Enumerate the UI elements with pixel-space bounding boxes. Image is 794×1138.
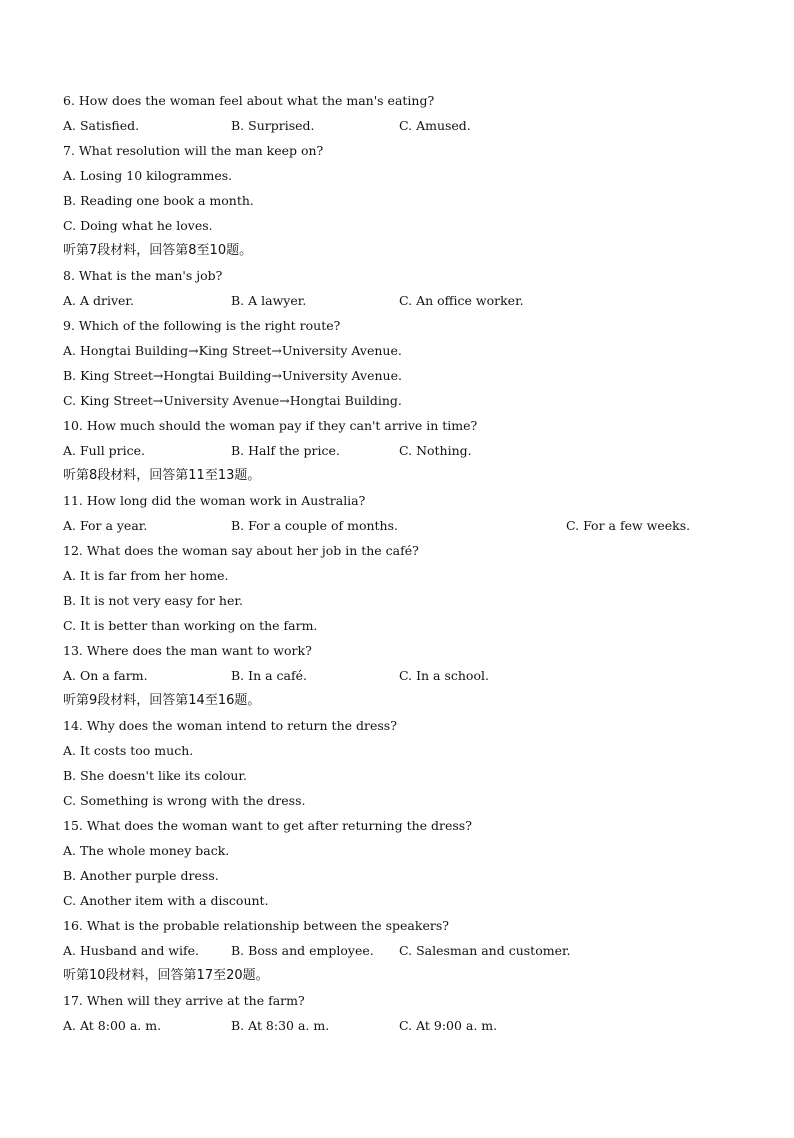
- option-b: B. It is not very easy for her.: [63, 593, 243, 608]
- option-b: B. Reading one book a month.: [63, 193, 254, 208]
- option-a: A. The whole money back.: [63, 843, 230, 858]
- question-10-stem: 10. How much should the woman pay if they can't arrive in time?: [63, 418, 478, 433]
- question-8-options: [63, 288, 763, 313]
- option-b: B. Half the price.: [231, 443, 340, 458]
- option-b: B. Another purple dress.: [63, 868, 219, 883]
- option-a: A. On a farm.: [63, 668, 148, 683]
- option-c: C. Something is wrong with the dress.: [63, 793, 306, 808]
- question-10-options: [63, 438, 763, 463]
- section-heading-7: 听第7段材料，回答第8至10题。: [63, 243, 253, 258]
- question-17-stem: 17. When will they arrive at the farm?: [63, 993, 305, 1008]
- exam-page: [63, 88, 763, 1038]
- section-heading-9: 听第9段材料，回答第14至16题。: [63, 693, 261, 708]
- option-b: B. In a café.: [231, 668, 307, 683]
- option-c: C. Doing what he loves.: [63, 218, 213, 233]
- option-a: A. Losing 10 kilogrammes.: [63, 168, 233, 183]
- option-a: A. For a year.: [63, 518, 148, 533]
- option-a: A. It costs too much.: [63, 743, 194, 758]
- option-c: C. For a few weeks.: [566, 518, 691, 533]
- question-16-stem: 16. What is the probable relationship between the speakers?: [63, 918, 449, 933]
- option-a: A. Husband and wife.: [63, 943, 199, 958]
- question-7-stem: 7. What resolution will the man keep on?: [63, 143, 324, 158]
- question-13-stem: 13. Where does the man want to work?: [63, 643, 312, 658]
- option-a: A. At 8:00 a. m.: [63, 1018, 162, 1033]
- option-a: A. Hongtai Building→King Street→University Avenue.: [63, 343, 402, 358]
- question-16-options: [63, 938, 763, 963]
- question-17-options: [63, 1013, 763, 1038]
- option-b: B. King Street→Hongtai Building→University Avenue.: [63, 368, 402, 383]
- option-a: A. It is far from her home.: [63, 568, 229, 583]
- question-8-stem: 8. What is the man's job?: [63, 268, 223, 283]
- question-15-stem: 15. What does the woman want to get after returning the dress?: [63, 818, 472, 833]
- question-6-stem: 6. How does the woman feel about what the man's eating?: [63, 93, 435, 108]
- section-heading-10: 听第10段材料，回答第17至20题。: [63, 968, 269, 983]
- option-c: C. King Street→University Avenue→Hongtai Building.: [63, 393, 402, 408]
- option-b: B. A lawyer.: [231, 293, 307, 308]
- option-a: A. Full price.: [63, 443, 146, 458]
- option-c: C. In a school.: [399, 668, 489, 683]
- option-c: C. Salesman and customer.: [399, 943, 571, 958]
- option-b: B. Boss and employee.: [231, 943, 374, 958]
- question-9-stem: 9. Which of the following is the right route?: [63, 318, 341, 333]
- question-11-stem: 11. How long did the woman work in Australia?: [63, 493, 366, 508]
- option-a: A. A driver.: [63, 293, 134, 308]
- question-6-options: [63, 113, 763, 138]
- question-14-stem: 14. Why does the woman intend to return the dress?: [63, 718, 397, 733]
- option-b: B. Surprised.: [231, 118, 315, 133]
- option-c: C. At 9:00 a. m.: [399, 1018, 498, 1033]
- option-b: B. She doesn't like its colour.: [63, 768, 247, 783]
- option-b: B. For a couple of months.: [231, 518, 398, 533]
- option-c: C. Another item with a discount.: [63, 893, 269, 908]
- option-c: C. Nothing.: [399, 443, 472, 458]
- option-c: C. It is better than working on the farm.: [63, 618, 318, 633]
- question-13-options: [63, 663, 763, 688]
- question-11-options: [63, 513, 763, 538]
- section-heading-8: 听第8段材料，回答第11至13题。: [63, 468, 261, 483]
- option-b: B. At 8:30 a. m.: [231, 1018, 330, 1033]
- option-c: C. An office worker.: [399, 293, 524, 308]
- question-12-stem: 12. What does the woman say about her job in the café?: [63, 543, 419, 558]
- option-a: A. Satisfied.: [63, 118, 140, 133]
- option-c: C. Amused.: [399, 118, 471, 133]
